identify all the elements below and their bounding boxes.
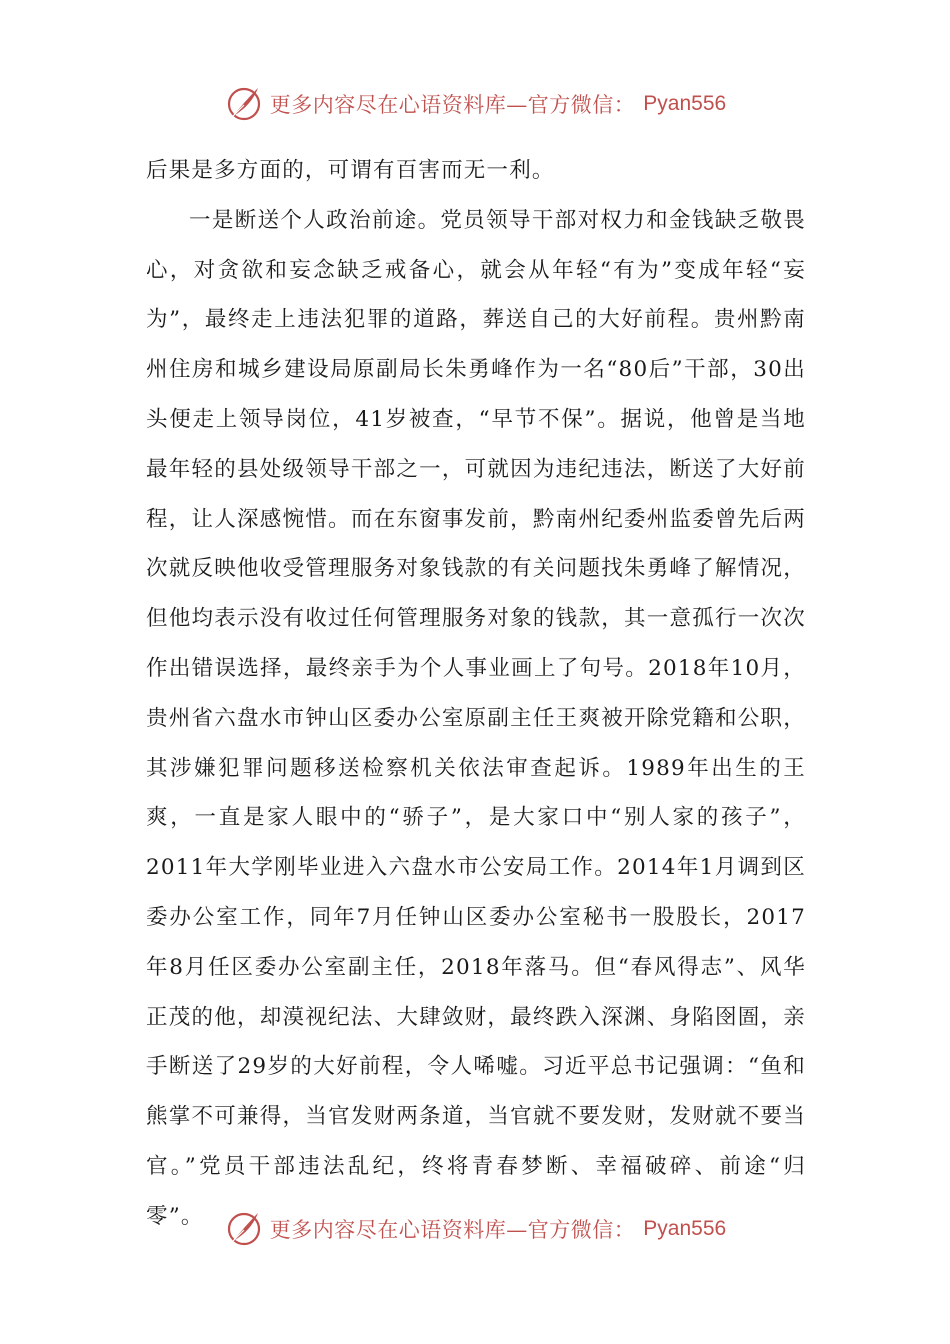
watermark-wechat-id: Pyan556 bbox=[643, 1217, 727, 1240]
quill-logo-icon bbox=[224, 1209, 264, 1249]
watermark-wechat-id: Pyan556 bbox=[643, 92, 727, 115]
watermark-text: 更多内容尽在心语资料库—官方微信： bbox=[269, 1218, 636, 1242]
footer-watermark bbox=[0, 1207, 950, 1251]
watermark-text: 更多内容尽在心语资料库—官方微信： bbox=[269, 93, 636, 117]
header-watermark bbox=[0, 82, 950, 126]
paragraph-continuation: 后果是多方面的，可谓有百害而无一利。 bbox=[146, 158, 555, 183]
document-body bbox=[146, 146, 806, 1242]
paragraph-main: 一是断送个人政治前途。党员领导干部对权力和金钱缺乏敬畏心，对贪欲和妄念缺乏戒备心，就会从年轻“有为”变成年轻“妄为”，最终走上违法犯罪的道路，葬送自己的大好前程。贵州黔南州住房和城乡建设局原副局长朱勇峰作为一名“80后”干部，30出头便走上领导岗位，41岁被查，“早节不保”。据说，他曾是当地最年轻的县处级领导干部之一，可就因为违纪违法，断送了大好前程，让人深感惋惜。而在东窗事发前，黔南州纪委州监委曾先后两次就反映他收受管理服务对象钱款的有关问题找朱勇峰了解情况，但他均表示没有收过任何管理服务对象的钱款，其一意孤行一次次作出错误选择，最终亲手为个人事业画上了句号。2018年10月，贵州省六盘水市钟山区委办公室原副主任王爽被开除党籍和公职，其涉嫌犯罪问题移送检察机关依法审查起诉。1989年出生的王爽，一直是家人眼中的“骄子”，是大家口中“别人家的孩子”，2011年大学刚毕业进入六盘水市公安局工作。2014年1月调到区委办公室工作，同年7月任钟山区委办公室秘书一股股长，2017年8月任区委办公室副主任，2018年落马。但“春风得志”、风华正茂的他，却漠视纪法、大肆敛财，最终跌入深渊、身陷囹圄，亲手断送了29岁的大好前程，令人唏嘘。习近平总书记强调：“鱼和熊掌不可兼得，当官发财两条道，当官就不要发财，发财就不要当官。”党员干部违法乱纪，终将青春梦断、幸福破碎、前途“归零”。 bbox=[146, 207, 806, 1229]
quill-logo-icon bbox=[224, 84, 264, 124]
